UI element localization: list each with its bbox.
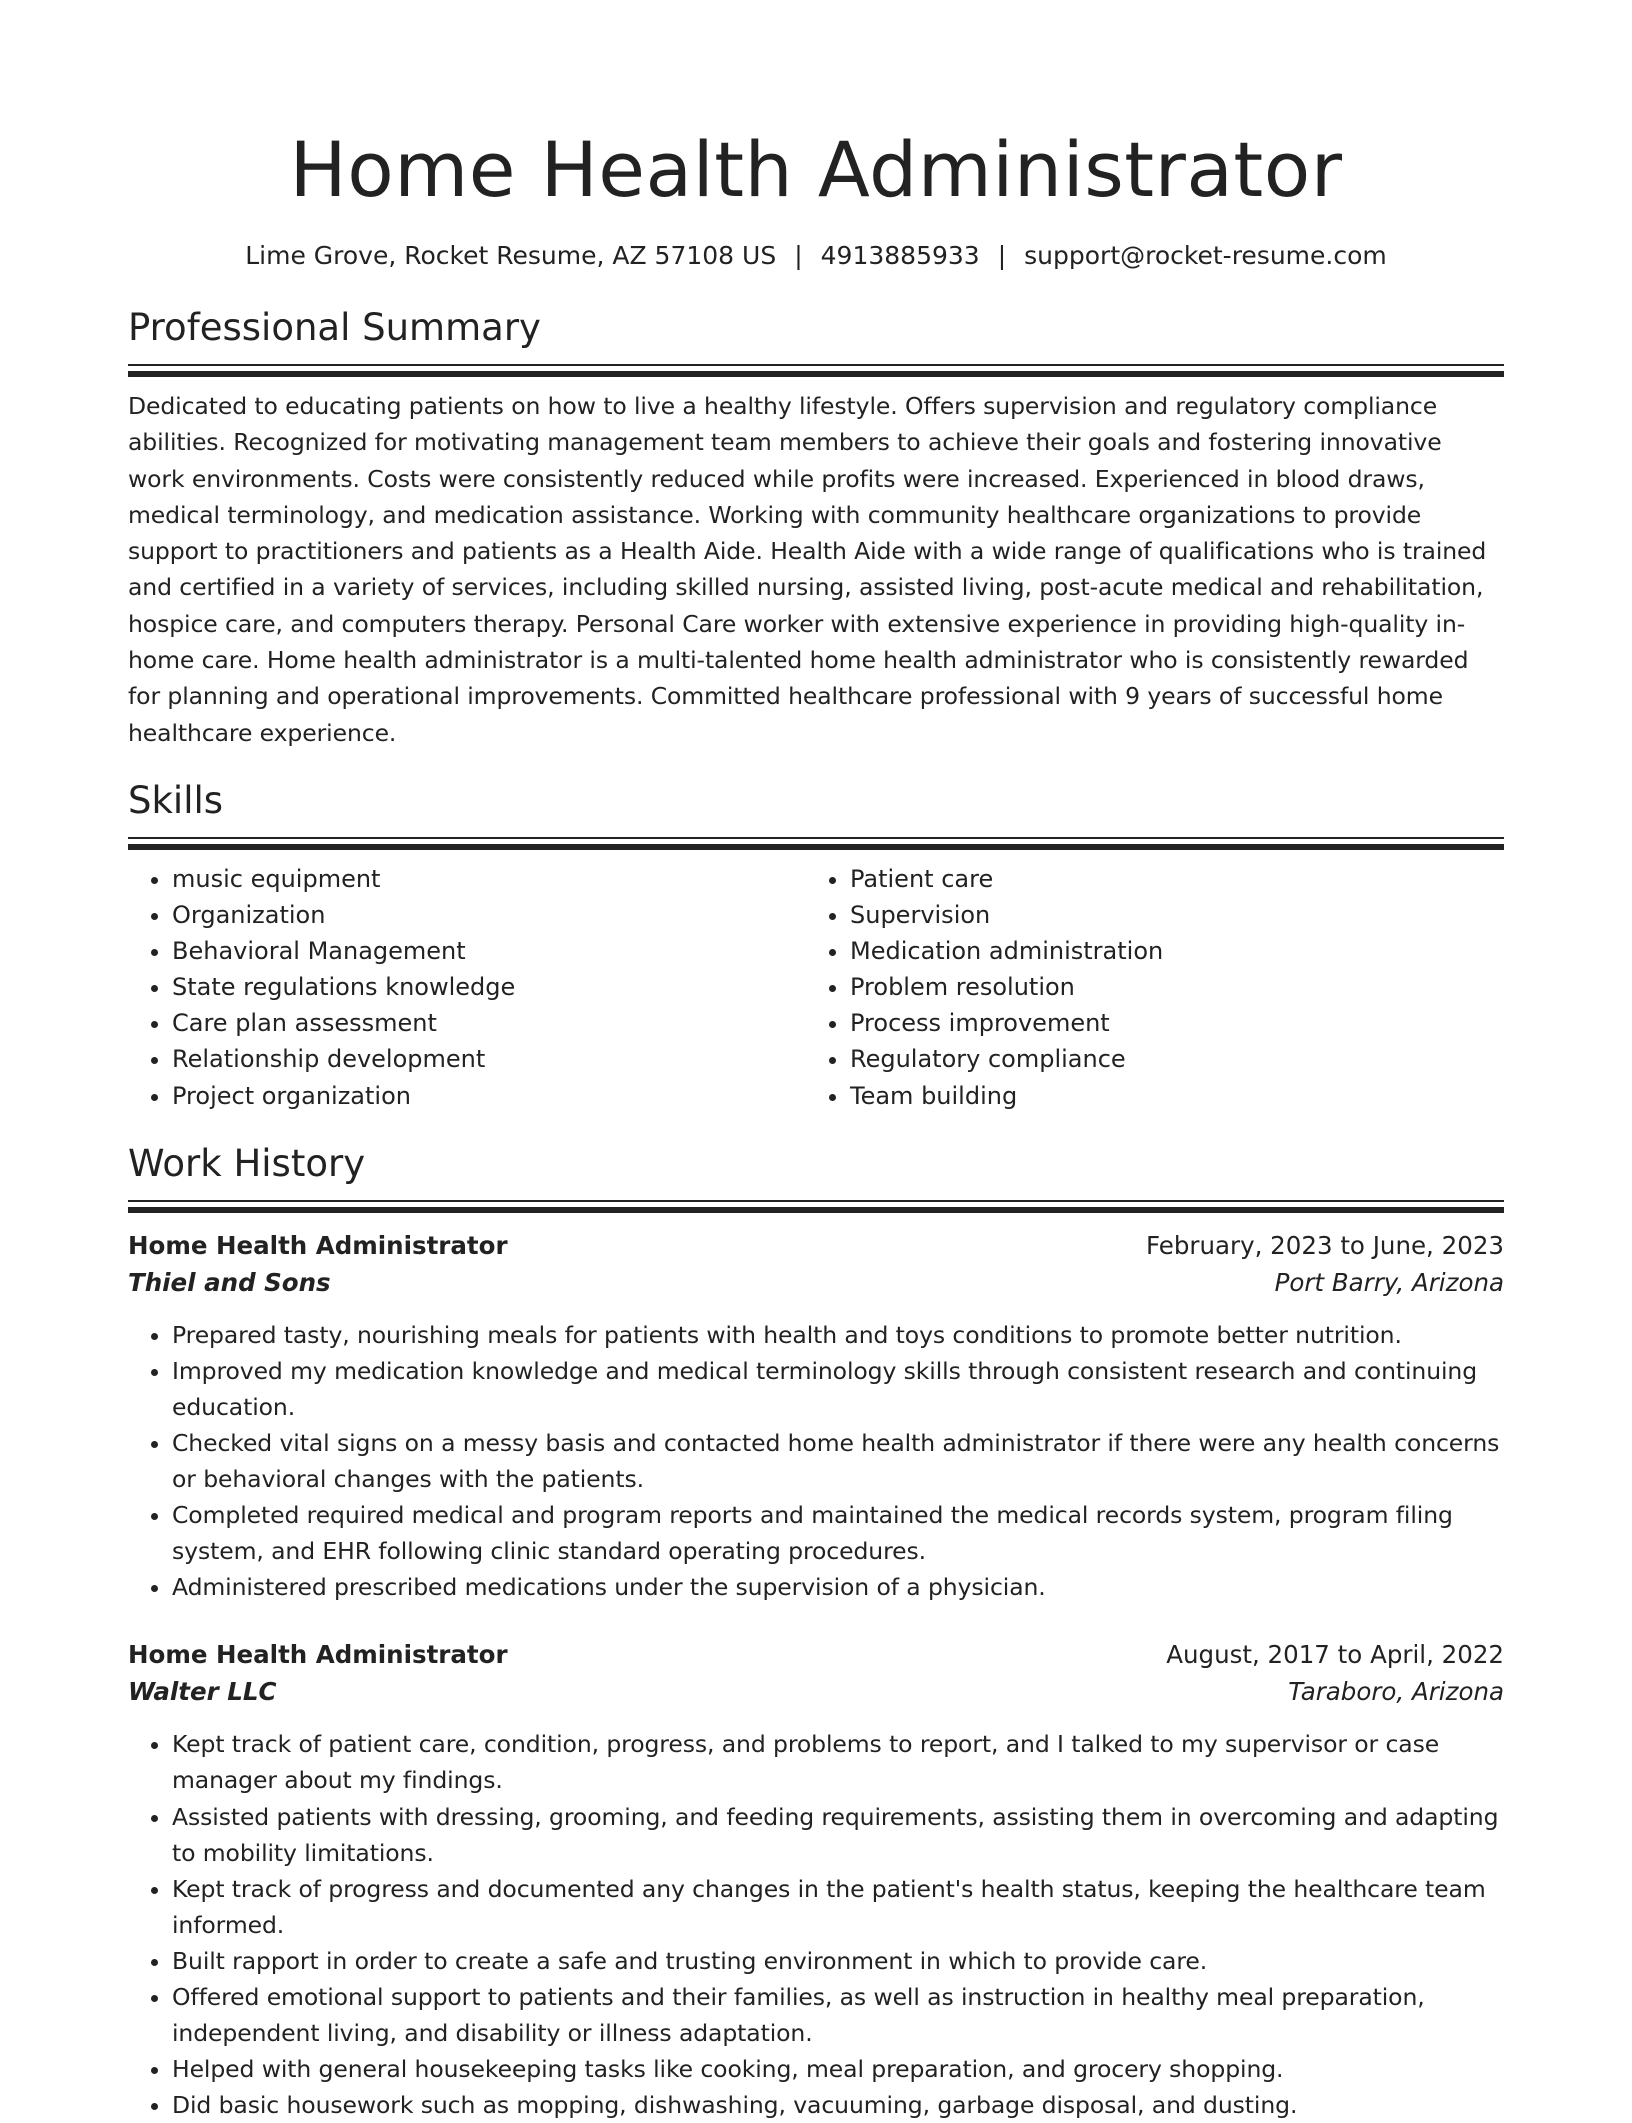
job-bullets (128, 1726, 1504, 2123)
skill-item: • State regulations knowledge (172, 969, 806, 1005)
skills-section (128, 777, 1504, 1114)
work-section (128, 1140, 1504, 2123)
skill-item: • Behavioral Management (172, 933, 806, 969)
skill-item: • Team building (850, 1078, 1504, 1114)
job-company: Walter LLC (128, 1677, 277, 1707)
contact-separator: | (997, 241, 1007, 270)
resume-page (128, 0, 1504, 2123)
resume-name: Home Health Administrator (289, 125, 1343, 214)
skill-item: • Patient care (850, 861, 1504, 897)
job-bullet: • Did basic housework such as mopping, dishwashing, vacuuming, garbage disposal, and dusting. (172, 2087, 1504, 2123)
job-bullet: • Completed required medical and program reports and maintained the medical records system, program filing system, and EHR following clinic standard operating procedures. (172, 1497, 1504, 1569)
skill-item: • Medication administration (850, 933, 1504, 969)
section-divider (128, 837, 1504, 851)
summary-heading: Professional Summary (128, 306, 541, 349)
job-location: Taraboro, Arizona (1288, 1677, 1504, 1707)
job-bullet: • Kept track of progress and documented any changes in the patient's health status, keeping the healthcare team informed. (172, 1871, 1504, 1943)
skill-item: • Project organization (172, 1078, 806, 1114)
job-company: Thiel and Sons (128, 1267, 331, 1297)
job-dates: August, 2017 to April, 2022 (1166, 1640, 1504, 1670)
job-title: Home Health Administrator (128, 1230, 508, 1260)
skill-item: • music equipment (172, 861, 806, 897)
job-dates: February, 2023 to June, 2023 (1146, 1230, 1504, 1260)
contact-line (128, 240, 1504, 272)
contact-address: Lime Grove, Rocket Resume, AZ 57108 US (245, 241, 777, 270)
skill-item: • Process improvement (850, 1005, 1504, 1041)
summary-section (128, 304, 1504, 751)
job-entry (128, 1635, 1504, 2123)
job-bullet: • Built rapport in order to create a safe and trusting environment in which to provide care. (172, 1943, 1504, 1979)
job-header (128, 1226, 1504, 1265)
job-bullet: • Improved my medication knowledge and medical terminology skills through consistent research and continuing education. (172, 1353, 1504, 1425)
skill-item: • Problem resolution (850, 969, 1504, 1005)
skills-heading: Skills (128, 778, 224, 822)
job-bullets (128, 1317, 1504, 1606)
contact-email: support@rocket-resume.com (1024, 241, 1387, 270)
section-divider (128, 1200, 1504, 1214)
job-bullet: • Helped with general housekeeping tasks like cooking, meal preparation, and grocery shopping. (172, 2051, 1504, 2087)
skill-item: • Supervision (850, 897, 1504, 933)
summary-text: Dedicated to educating patients on how to live a healthy lifestyle. Offers supervision and regulatory compliance abilities. Recognized for motivating management team members to achieve their goals and fostering innovative work environments. Costs were consistently reduced while profits were increased. Experienced in blood draws, medical terminology, and medication assistance. Working with community healthcare organizations to provide support to practitioners and patients as a Health Aide. Health Aide with a wide range of qualifications who is trained and certified in a variety of services, including skilled nursing, assisted living, post-acute medical and rehabilitation, hospice care, and computers therapy. Personal Care worker with extensive experience in providing high-quality in-home care. Home health administrator is a multi-talented home health administrator who is consistently rewarded for planning and operational improvements. Committed healthcare professional with 9 years of successful home healthcare experience. (128, 392, 1487, 747)
job-title: Home Health Administrator (128, 1640, 508, 1670)
job-bullet: • Checked vital signs on a messy basis and contacted home health administrator if there were any health concerns or behavioral changes with the patients. (172, 1425, 1504, 1497)
job-location: Port Barry, Arizona (1274, 1267, 1504, 1297)
skills-list-right (806, 861, 1504, 1114)
job-bullet: • Kept track of patient care, condition, progress, and problems to report, and I talked to my supervisor or case manager about my findings. (172, 1726, 1504, 1798)
job-subheader (128, 1674, 1504, 1710)
skills-columns (128, 861, 1504, 1114)
skill-item: • Care plan assessment (172, 1005, 806, 1041)
job-bullet: • Prepared tasty, nourishing meals for patients with health and toys conditions to promote better nutrition. (172, 1317, 1504, 1353)
job-subheader (128, 1265, 1504, 1301)
skills-list-left (128, 861, 806, 1114)
job-header (128, 1635, 1504, 1674)
job-bullet: • Offered emotional support to patients and their families, as well as instruction in healthy meal preparation, independent living, and disability or illness adaptation. (172, 1979, 1504, 2051)
contact-separator: | (794, 241, 803, 270)
skill-item: • Relationship development (172, 1041, 806, 1077)
work-heading: Work History (128, 1141, 366, 1185)
contact-phone: 4913885933 (820, 241, 980, 270)
skill-item: • Organization (172, 897, 806, 933)
skill-item: • Regulatory compliance (850, 1041, 1504, 1077)
job-bullet: • Administered prescribed medications under the supervision of a physician. (172, 1569, 1504, 1605)
job-bullet: • Assisted patients with dressing, grooming, and feeding requirements, assisting them in overcoming and adapting to mobility limitations. (172, 1799, 1504, 1871)
section-divider (128, 364, 1504, 378)
job-entry (128, 1226, 1504, 1606)
